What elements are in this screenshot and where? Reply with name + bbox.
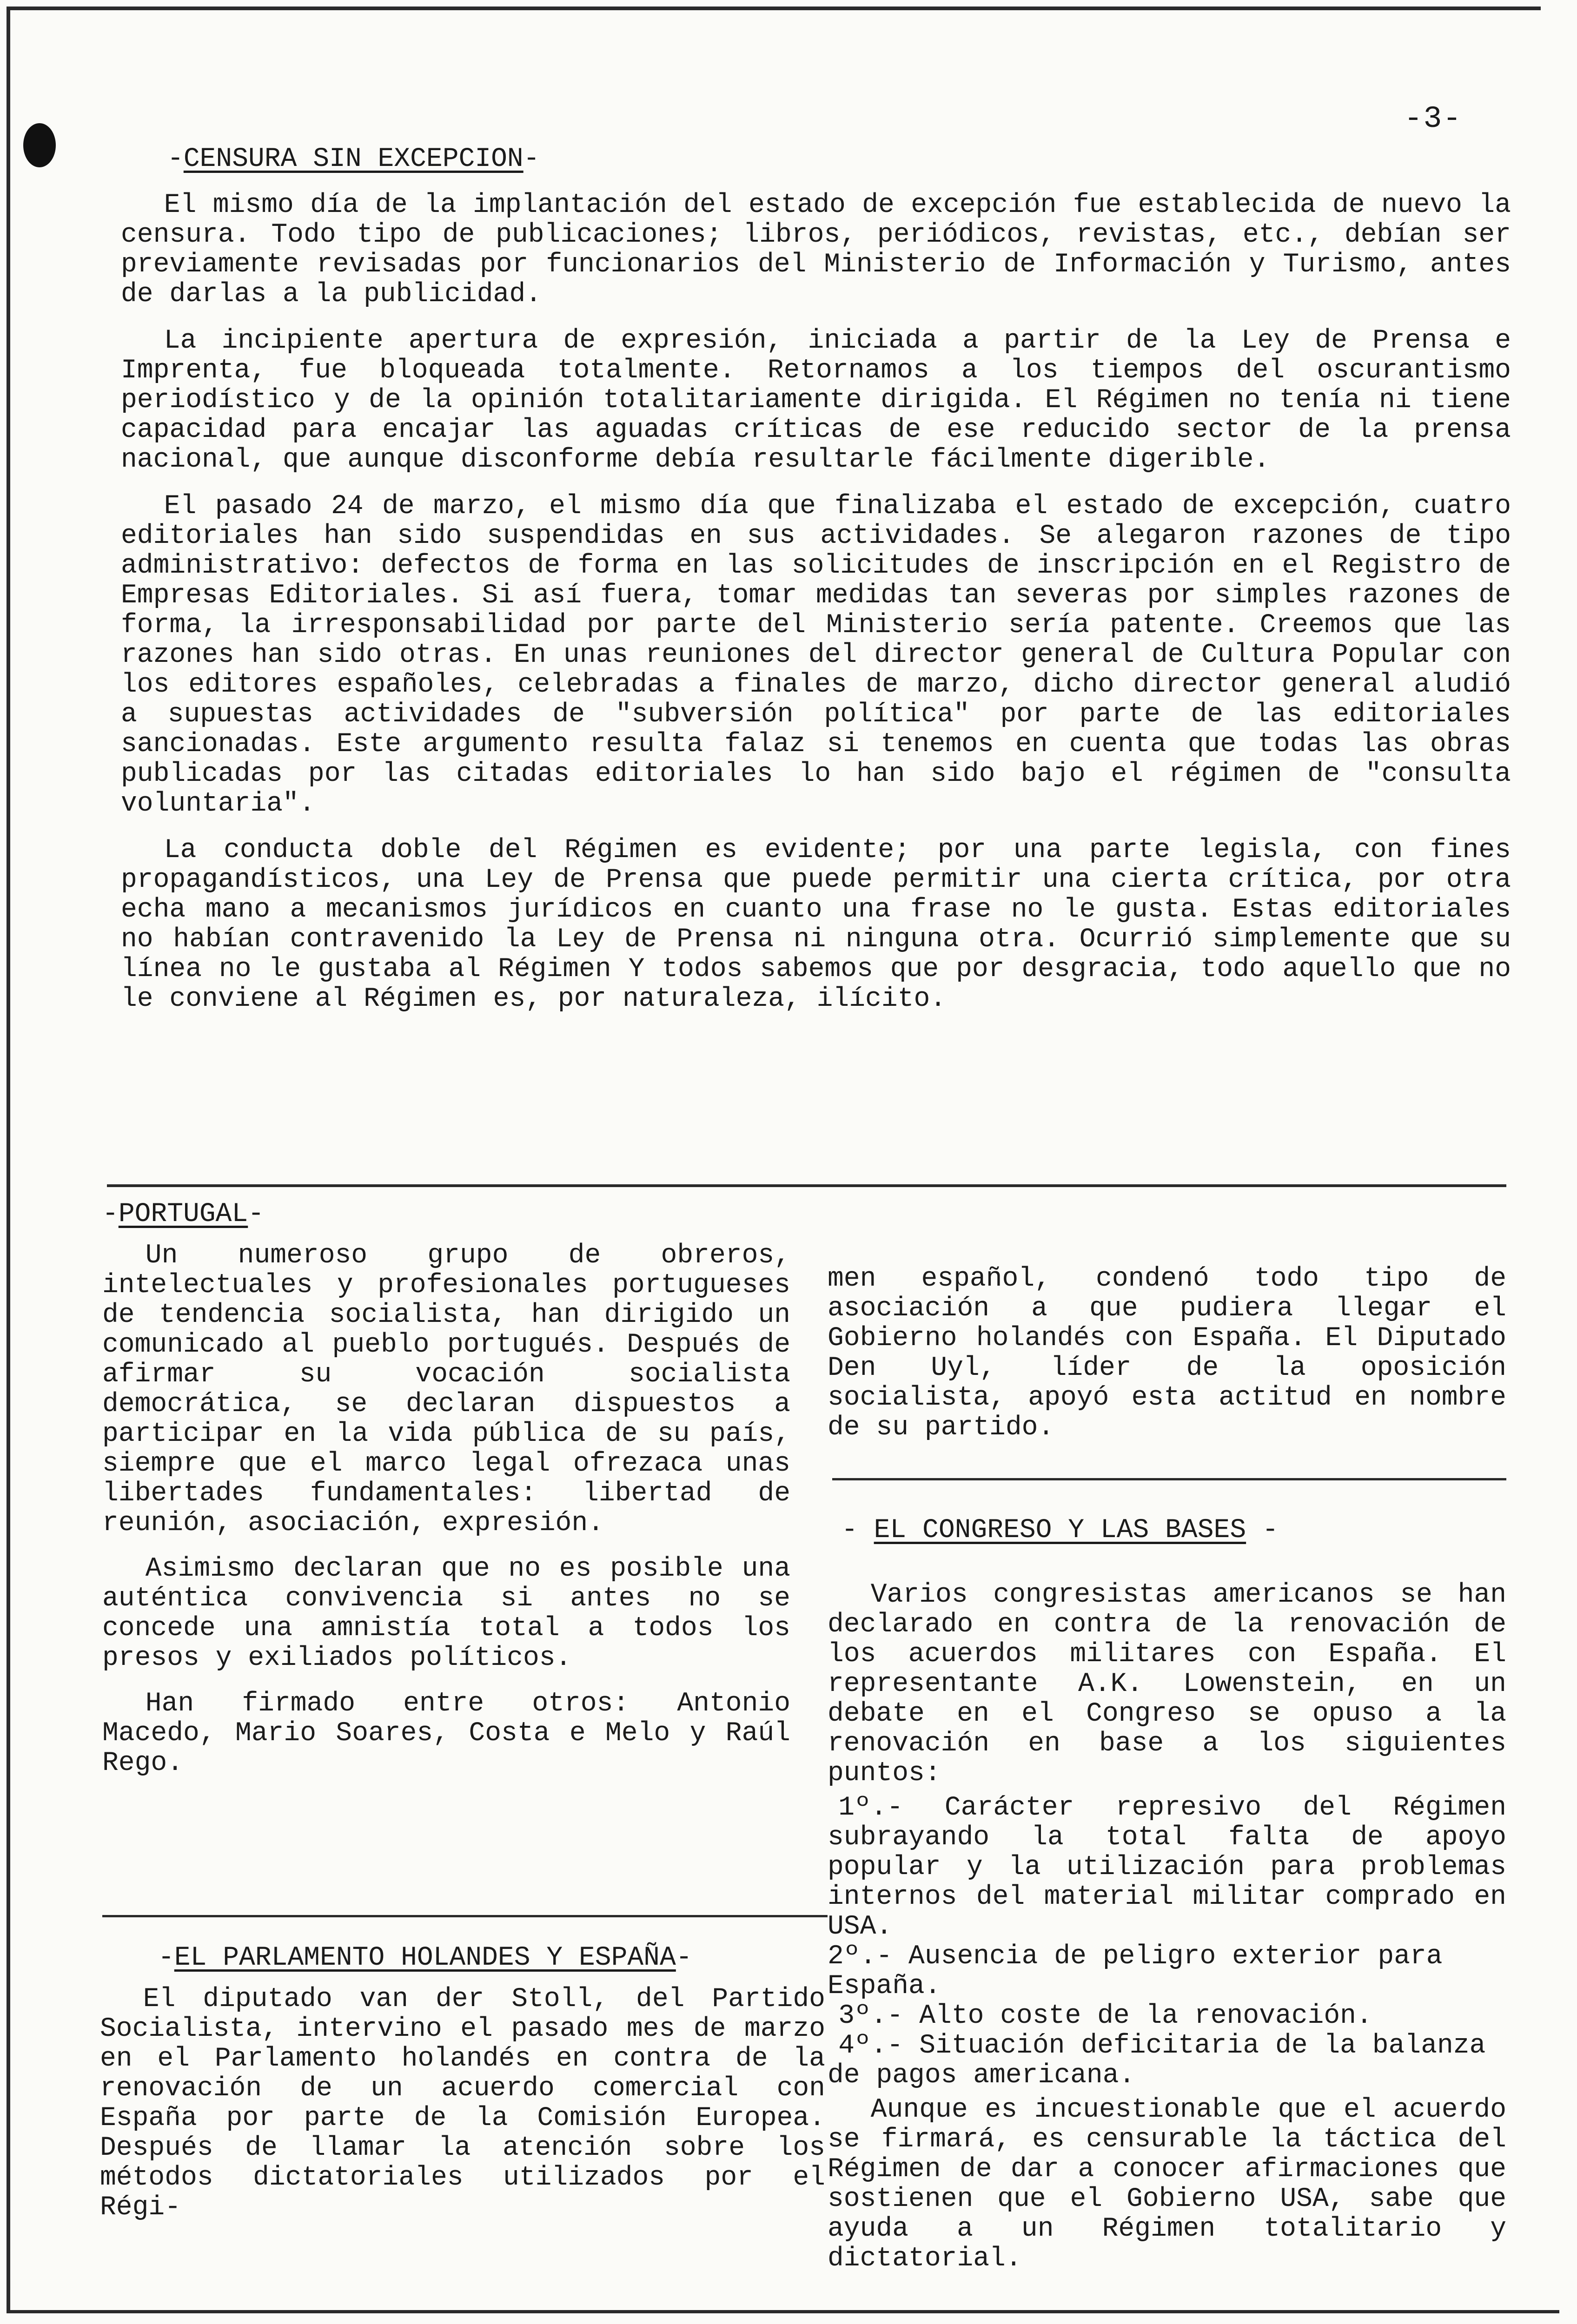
portugal-paragraph: Un numeroso grupo de obreros, intelectuales y profesionales portugueses de tendencia socialista, han dirigido un comunicado al pueblo portugués. Después de afirmar su vocación socialista democrática, se declaran dispuestos a participar en la vida pública de su país, siempre que el marco legal ofrezaca unas libertades fundamentales: libertad de reunión, asociación, expresión. bbox=[102, 1241, 790, 1538]
portugal-article bbox=[102, 1241, 790, 1794]
congreso-point: 3º.- Alto coste de la renovación. bbox=[838, 2001, 1372, 2031]
parlamento-title: EL PARLAMENTO HOLANDES Y ESPAÑA bbox=[174, 1943, 676, 1973]
page-border-left bbox=[7, 7, 10, 2312]
punch-hole-mark bbox=[23, 123, 56, 167]
portugal-paragraph: Asimismo declaran que no es posible una auténtica convivencia si antes no se concede una amnistía total a todos los presos y exiliados políticos. bbox=[102, 1554, 790, 1673]
section-divider bbox=[107, 1184, 1506, 1187]
censura-article bbox=[121, 191, 1511, 1031]
page-border-bottom bbox=[7, 2310, 1559, 2313]
congreso-point: 2º.- Ausencia de peligro exterior para España. bbox=[828, 1941, 1443, 2001]
congreso-closing: Aunque es incuestionable que el acuerdo se firmará, es censurable la táctica del Régimen de dar a conocer afirmaciones que sostienen que el Gobierno USA, sabe que ayuda a un Régimen totalitario y dictatorial. bbox=[828, 2095, 1506, 2274]
congreso-intro: Varios congresistas americanos se han declarado en contra de la renovación de los acuerdos militares con España. El representante A.K. Lowenstein, en un debate en el Congreso se opuso a la renovación en base a los siguientes puntos: bbox=[828, 1580, 1506, 1789]
parlamento-heading: -EL PARLAMENTO HOLANDES Y ESPAÑA- bbox=[158, 1943, 692, 1973]
parlamento-article bbox=[100, 1985, 825, 2223]
page-number: -3- bbox=[1404, 101, 1462, 136]
censura-heading: -CENSURA SIN EXCEPCION- bbox=[167, 144, 540, 174]
censura-title: CENSURA SIN EXCEPCION bbox=[183, 144, 523, 174]
censura-paragraph: La incipiente apertura de expresión, iniciada a partir de la Ley de Prensa e Imprenta, fue bloqueada totalmente. Retornamos a los tiempos del oscurantismo periodístico y de la opinión totalitariamente dirigida. El Régimen no tenía ni tiene capacidad para encajar las aguadas críticas de ese reducido sector de la prensa nacional, que aunque disconforme debía resultarle fácilmente digerible. bbox=[121, 326, 1511, 475]
portugal-paragraph: Han firmado entre otros: Antonio Macedo, Mario Soares, Costa e Melo y Raúl Rego. bbox=[102, 1689, 790, 1778]
censura-paragraph: La conducta doble del Régimen es evidente; por una parte legisla, con fines propagandísticos, una Ley de Prensa que puede permitir una cierta crítica, por otra echa mano a mecanismos jurídicos en cuanto una frase no le gusta. Estas editoriales no habían contravenido la Ley de Prensa ni ninguna otra. Ocurrió simplemente que su línea no le gustaba al Régimen Y todos sabemos que por desgracia, todo aquello que no le conviene al Régimen es, por naturaleza, ilícito. bbox=[121, 835, 1511, 1014]
right-column bbox=[828, 1264, 1506, 1443]
page-border-top bbox=[7, 7, 1541, 10]
left-column-divider bbox=[102, 1915, 828, 1917]
congreso-article bbox=[828, 1580, 1506, 2274]
right-column-divider bbox=[832, 1478, 1506, 1480]
portugal-title: PORTUGAL bbox=[118, 1199, 248, 1229]
congreso-point: 4º.- Situación deficitaria de la balanza de pagos americana. bbox=[828, 2031, 1486, 2091]
congreso-title: EL CONGRESO Y LAS BASES bbox=[874, 1515, 1246, 1545]
parlamento-paragraph: El diputado van der Stoll, del Partido Socialista, intervino el pasado mes de marzo en el Parlamento holandés en contra de la renovación de un acuerdo comercial con España por parte de la Comisión Europea. Después de llamar la atención sobre los métodos dictatoriales utilizados por el Régi- bbox=[100, 1984, 825, 2223]
censura-paragraph: El pasado 24 de marzo, el mismo día que finalizaba el estado de excepción, cuatro editoriales han sido suspendidas en sus actividades. Se alegaron razones de tipo administrativo: defectos de forma en las solicitudes de inscripción en el Registro de Empresas Editoriales. Si así fuera, tomar medidas tan severas por simples razones de forma, la irresponsabilidad por parte del Ministerio sería patente. Creemos que las razones han sido otras. En unas reuniones del director general de Cultura Popular con los editores españoles, celebradas a finales de marzo, dicho director general aludió a supuestas actividades de "subversión política" por parte de las editoriales sancionadas. Este argumento resulta falaz si tenemos en cuenta que todas las obras publicadas por las citadas editoriales lo han sido bajo el régimen de "consulta voluntaria". bbox=[121, 491, 1511, 819]
congreso-points bbox=[828, 1793, 1506, 2091]
congreso-point: 1º.- Carácter represivo del Régimen subrayando la total falta de apoyo popular y la utilización para problemas internos del material militar comprado en USA. bbox=[828, 1793, 1506, 1942]
congreso-heading: - EL CONGRESO Y LAS BASES - bbox=[842, 1515, 1279, 1545]
portugal-heading: -PORTUGAL- bbox=[102, 1199, 265, 1229]
parlamento-continuation: men español, condenó todo tipo de asociación a que pudiera llegar el Gobierno holandés con España. El Diputado Den Uyl, líder de la oposición socialista, apoyó esta actitud en nombre de su partido. bbox=[828, 1264, 1506, 1443]
censura-paragraph: El mismo día de la implantación del estado de excepción fue establecida de nuevo la censura. Todo tipo de publicaciones; libros, periódicos, revistas, etc., debían ser previamente revisadas por funcionarios del Ministerio de Información y Turismo, antes de darlas a la publicidad. bbox=[121, 190, 1511, 310]
